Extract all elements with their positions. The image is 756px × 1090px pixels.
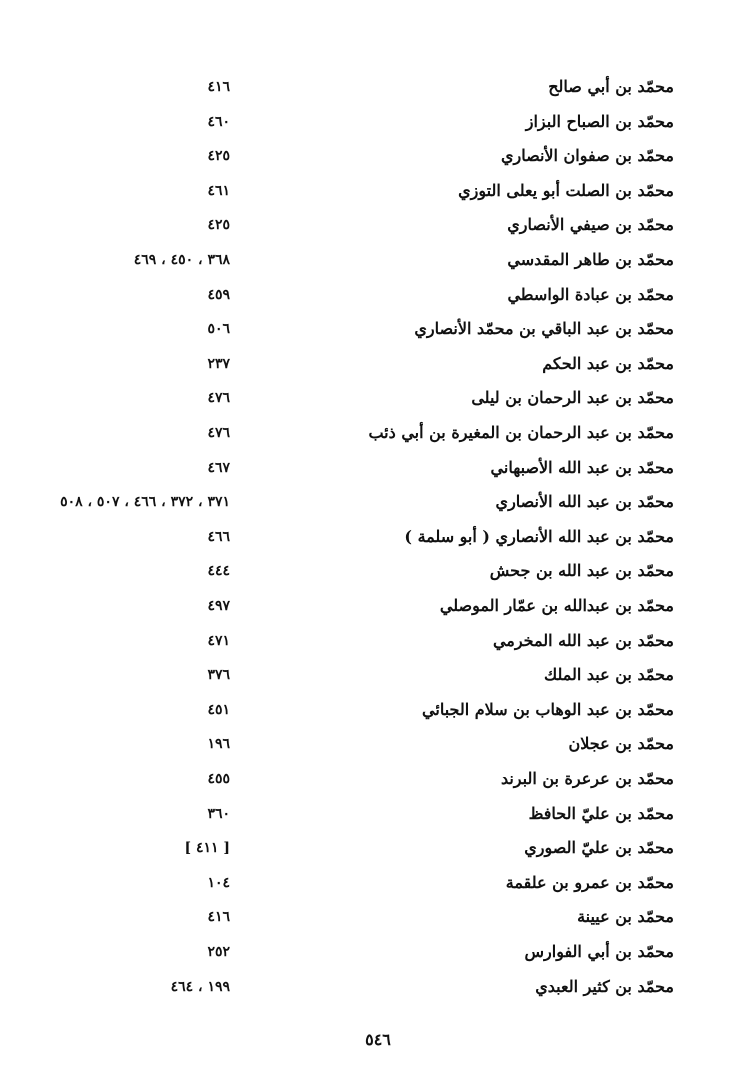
entry-pages: ٣٧٦ xyxy=(207,667,230,684)
entry-pages: ٤٦٦ xyxy=(207,528,230,545)
entry-name: محمّد بن عليّ الصوري xyxy=(524,838,674,858)
entry-pages: ٣٦٠ xyxy=(207,805,230,822)
entry-pages: ٤٦٧ xyxy=(207,459,230,476)
page-number: ٥٤٦ xyxy=(365,1030,391,1049)
entry-pages: ٤٥٩ xyxy=(207,286,230,303)
index-entry xyxy=(0,524,756,556)
entry-pages: ١٩٦ xyxy=(207,736,230,753)
index-entry xyxy=(0,558,756,590)
entry-name: محمّد بن عبد الملك xyxy=(543,665,674,685)
entry-name: محمّد بن عبد الرحمان بن ليلى xyxy=(471,388,674,408)
entry-name: محمّد بن كثير العبدي xyxy=(535,976,674,996)
entry-name: محمّد بن عمرو بن علقمة xyxy=(505,872,674,892)
index-entry xyxy=(0,697,756,729)
index-entry xyxy=(0,662,756,694)
index-entry xyxy=(0,109,756,141)
entry-pages: ٤٤٤ xyxy=(207,563,230,580)
index-entry xyxy=(0,351,756,383)
entry-name: محمّد بن عبدالله بن عمّار الموصلي xyxy=(439,596,674,615)
entry-name: محمّد بن عيينة xyxy=(577,907,674,927)
entry-pages: ٤٩٧ xyxy=(207,598,230,614)
index-entry xyxy=(0,212,756,244)
entry-pages: ١٠٤ xyxy=(207,874,230,891)
index-entry xyxy=(0,420,756,452)
entry-pages: [ ٤١١ ] xyxy=(184,840,230,857)
entry-name: محمّد بن الصلت أبو يعلى التوزي xyxy=(458,180,674,200)
entry-name: محمّد بن عبد الله الأصبهاني xyxy=(490,457,674,477)
entry-pages: ٤٥١ xyxy=(207,701,230,718)
entry-name: محمّد بن عبد الله المخرمي xyxy=(492,630,674,650)
index-entry xyxy=(0,904,756,936)
index-entry xyxy=(0,282,756,314)
index-entry xyxy=(0,939,756,971)
entry-pages: ٤٧١ xyxy=(207,632,230,649)
entry-name: محمّد بن الصباح البزاز xyxy=(525,111,674,131)
entry-name: محمّد بن عبد الرحمان بن المغيرة بن أبي ذئب xyxy=(368,423,674,442)
index-entry xyxy=(0,489,756,521)
index-entry xyxy=(0,143,756,175)
entry-pages: ٤٧٦ xyxy=(207,425,230,441)
entry-pages: ٤٧٦ xyxy=(207,390,230,407)
entry-pages: ١٩٩ ، ٤٦٤ xyxy=(170,978,230,995)
index-entry xyxy=(0,593,756,625)
entry-pages: ٤٦١ xyxy=(207,182,230,199)
entry-name: محمّد بن طاهر المقدسي xyxy=(507,250,674,269)
entry-name: محمّد بن عبد الباقي بن محمّد الأنصاري xyxy=(414,319,674,339)
entry-name: محمّد بن عجلان xyxy=(568,734,674,754)
entry-name: محمّد بن عبد الله الأنصاري ( أبو سلمة ) xyxy=(404,526,674,546)
entry-name: محمّد بن صفوان الأنصاري xyxy=(500,146,674,166)
entry-name: محمّد بن عليّ الحافظ xyxy=(528,803,674,823)
index-entry xyxy=(0,385,756,417)
entry-name: محمّد بن أبي صالح xyxy=(548,77,674,96)
index-entry xyxy=(0,835,756,867)
entry-pages: ٤٢٥ xyxy=(207,217,230,234)
entry-name: محمّد بن أبي الفوارس xyxy=(524,942,674,961)
entry-name: محمّد بن عرعرة بن البرند xyxy=(500,769,674,788)
entry-name: محمّد بن عبد الله بن جحش xyxy=(489,561,674,581)
entry-name: محمّد بن عبد الله الأنصاري xyxy=(495,492,674,512)
index-entry xyxy=(0,731,756,763)
entry-name: محمّد بن صيفي الأنصاري xyxy=(507,215,674,235)
index-entry xyxy=(0,870,756,902)
index-entry xyxy=(0,801,756,833)
entry-pages: ٣٦٨ ، ٤٥٠ ، ٤٦٩ xyxy=(133,252,230,268)
entry-pages: ٣٧١ ، ٣٧٢ ، ٤٦٦ ، ٥٠٧ ، ٥٠٨ xyxy=(60,494,230,511)
index-entry xyxy=(0,766,756,798)
entry-pages: ٤١٦ xyxy=(207,909,230,926)
entry-name: محمّد بن عبد الوهاب بن سلام الجبائي xyxy=(422,699,674,719)
entry-pages: ٤٥٥ xyxy=(207,771,230,787)
entry-name: محمّد بن عبادة الواسطي xyxy=(507,284,674,304)
index-entry xyxy=(0,455,756,487)
entry-name: محمّد بن عبد الحكم xyxy=(542,353,674,373)
index-entry xyxy=(0,178,756,210)
index-entry xyxy=(0,628,756,660)
index-entry xyxy=(0,316,756,348)
index-entry xyxy=(0,247,756,279)
entry-pages: ٤٦٠ xyxy=(207,113,230,130)
entry-pages: ٢٣٧ xyxy=(207,355,230,372)
entry-pages: ٢٥٢ xyxy=(207,944,230,960)
entry-pages: ٤٢٥ xyxy=(207,148,230,165)
index-entry xyxy=(0,974,756,1006)
entry-pages: ٤١٦ xyxy=(207,79,230,95)
index-entry xyxy=(0,74,756,106)
entry-pages: ٥٠٦ xyxy=(207,321,230,338)
